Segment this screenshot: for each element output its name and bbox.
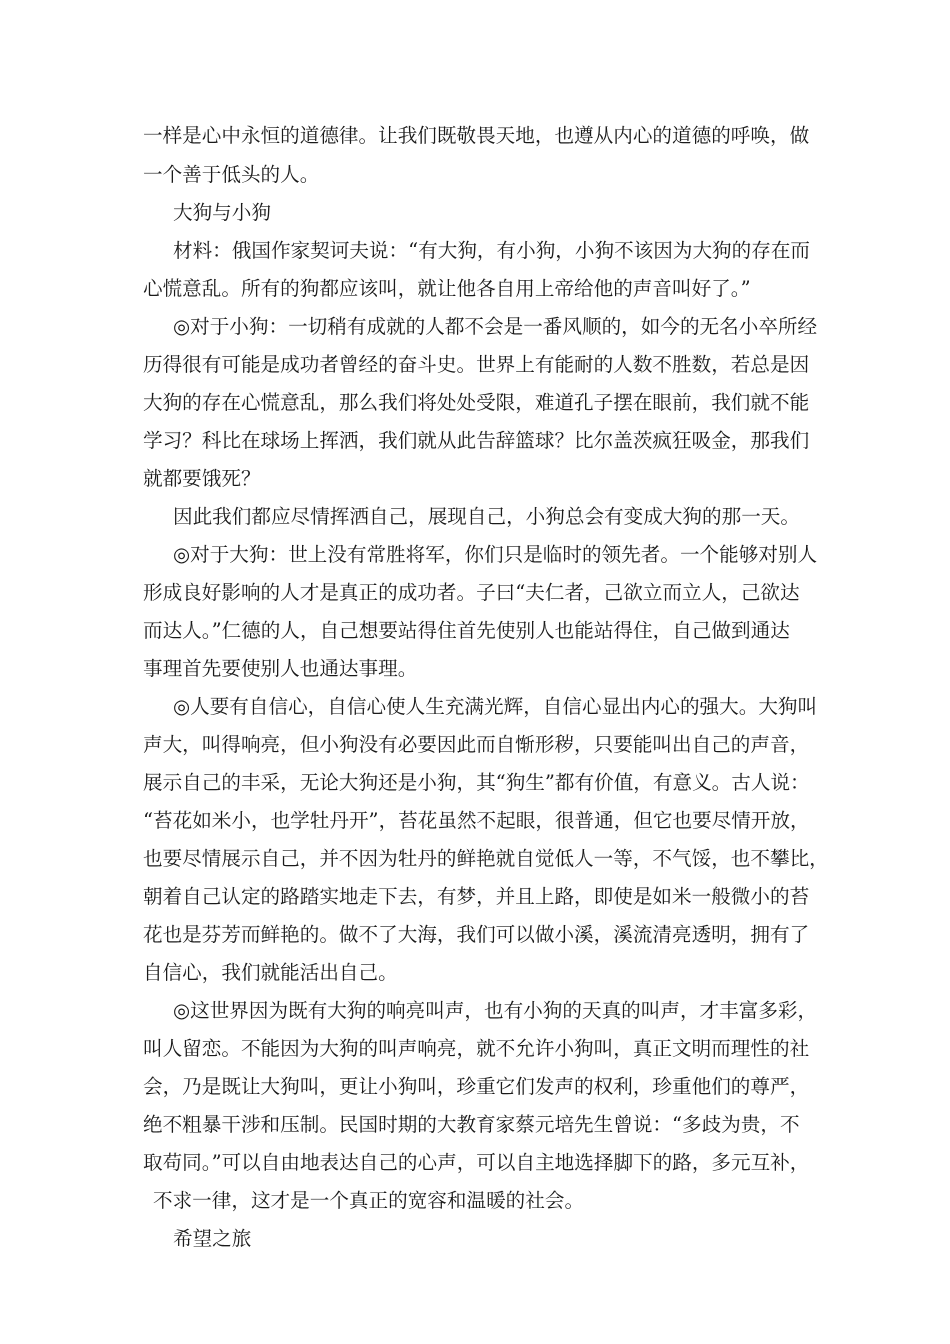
text-line: 展示自己的丰采，无论大狗还是小狗，其“狗生”都有价值，有意义。古人说： [143, 771, 810, 794]
text-line: ◎这世界因为既有大狗的响亮叫声，也有小狗的天真的叫声，才丰富多彩， [173, 999, 818, 1022]
text-line: 而达人。”仁德的人，自己想要站得住首先使别人也能站得住，自己做到通达 [143, 619, 790, 642]
section-heading-big-dog-small-dog: 大狗与小狗 [173, 201, 271, 224]
text-line: 花也是芬芳而鲜艳的。做不了大海，我们可以做小溪，溪流清亮透明，拥有了 [143, 923, 810, 946]
text-line: 自信心，我们就能活出自己。 [143, 961, 398, 984]
text-line: 一样是心中永恒的道德律。让我们既敬畏天地，也遵从内心的道德的呼唤，做 [143, 124, 810, 147]
section-heading-journey-of-hope: 希望之旅 [173, 1227, 252, 1250]
text-line: 取苟同。”可以自由地表达自己的心声，可以自主地选择脚下的路，多元互补， [143, 1151, 810, 1174]
text-line: 历得很有可能是成功者曾经的奋斗史。世界上有能耐的人数不胜数，若总是因 [143, 353, 810, 376]
text-line: 叫人留恋。不能因为大狗的叫声响亮，就不允许小狗叫，真正文明而理性的社 [143, 1037, 810, 1060]
text-line: 心慌意乱。所有的狗都应该叫，就让他各自用上帝给他的声音叫好了。” [143, 277, 751, 300]
text-line: 声大，叫得响亮，但小狗没有必要因此而自惭形秽，只要能叫出自己的声音， [143, 733, 810, 756]
text-line: 不求一律，这才是一个真正的宽容和温暖的社会。 [153, 1189, 585, 1212]
text-line: 就都要饿死？ [143, 467, 261, 490]
text-line: “苔花如米小，也学牡丹开”，苔花虽然不起眼，很普通，但它也要尽情开放， [143, 809, 810, 832]
text-line: 大狗的存在心慌意乱，那么我们将处处受限，难道孔子摆在眼前，我们就不能 [143, 391, 810, 414]
text-line: 朝着自己认定的路踏实地走下去，有梦，并且上路，即使是如米一般微小的苔 [143, 885, 810, 908]
text-line: ◎人要有自信心，自信心使人生充满光辉，自信心显出内心的强大。大狗叫 [173, 695, 818, 718]
text-line: 形成良好影响的人才是真正的成功者。子曰“夫仁者，己欲立而立人，己欲达 [143, 581, 800, 604]
text-line: 一个善于低头的人。 [143, 163, 320, 186]
text-line: 事理首先要使别人也通达事理。 [143, 657, 418, 680]
text-line: ◎对于大狗：世上没有常胜将军，你们只是临时的领先者。一个能够对别人 [173, 543, 818, 566]
text-line: 材料：俄国作家契诃夫说：“有大狗，有小狗，小狗不该因为大狗的存在而 [173, 239, 811, 262]
text-line: 因此我们都应尽情挥洒自己，展现自己，小狗总会有变成大狗的那一天。 [173, 505, 800, 528]
text-line: 会，乃是既让大狗叫，更让小狗叫，珍重它们发声的权利，珍重他们的尊严， [143, 1075, 810, 1098]
text-line: ◎对于小狗：一切稍有成就的人都不会是一番风顺的，如今的无名小卒所经 [173, 315, 818, 338]
text-line: 学习？科比在球场上挥洒，我们就从此告辞篮球？比尔盖茨疯狂吸金，那我们 [143, 429, 810, 452]
text-line: 也要尽情展示自己，并不因为牡丹的鲜艳就自觉低人一等，不气馁，也不攀比， [143, 847, 829, 870]
text-line: 绝不粗暴干涉和压制。民国时期的大教育家蔡元培先生曾说：“多歧为贵，不 [143, 1113, 800, 1136]
